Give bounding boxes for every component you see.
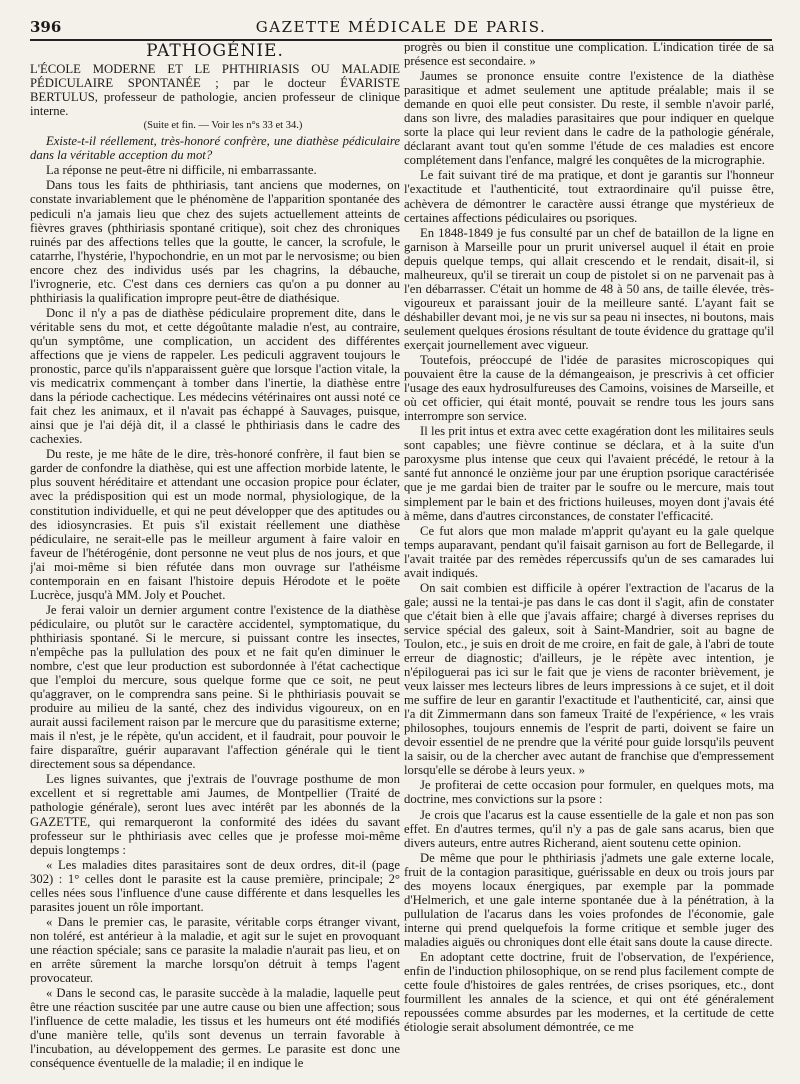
section-title: PATHOGÉNIE. [146, 41, 284, 61]
running-title: GAZETTE MÉDICALE DE PARIS. [255, 18, 547, 36]
paragraph: Toutefois, préoccupé de l'idée de parasites microscopiques qui pouvaient être la cause de la démangeaison, je prescrivis à cet officier l'usage des eaux hydrosulfureuses des Camoins, voisines de Marseille, et où cet officier, qui était monté, pouvait se rendre tous les jours sans interrompre son service. [404, 353, 774, 424]
article-title: L'ÉCOLE MODERNE ET LE PHTHIRIASIS OU MALADIE PÉDICULAIRE SPONTANÉE ; par le docteur ÉVARISTE BERTULUS, professeur de pathologie, ancien professeur de clinique interne. [30, 62, 400, 119]
paragraph: Il les prit intus et extra avec cette exagération dont les militaires seuls sont capables; une fièvre continue se déclara, et à la suite d'un paroxysme plus intense que ceux qui l'avaient précédé, le retour à la santé fut annoncé le onzième jour par une éruption psorique caractérisée que je me gardai bien de traiter par le soufre ou le mercure, mais tout simplement par le bain et des frictions huileuses, moyen dont j'avais été à même, dans d'autres circonstances, de constater l'efficacité. [404, 424, 774, 523]
paragraph: De même que pour le phthiriasis j'admets une gale externe locale, fruit de la contagion parasitique, guérissable en deux ou trois jours par des moyens locaux énergiques, par exemple par la pommade d'Helmerich, et une gale interne spontanée due à la pénétration, à la pullulation de l'acarus dans les voies profondes de l'économie, gale interne qui prend quelquefois la forme critique et semble juger des maladies aiguës ou chroniques dont elle était sans doute la cause directe. [404, 850, 774, 949]
opening-question: Existe-t-il réellement, très-honoré confrère, une diathèse pédiculaire dans la véritable acception du mot? [30, 134, 400, 163]
paragraph: Les lignes suivantes, que j'extrais de l'ouvrage posthume de mon excellent et si regrettable ami Jaumes, de Montpellier (Traité de pathologie générale), seront lues avec intérêt par les abonnés de la GAZETTE, qui remarqueront la conformité des idées du savant professeur sur le phthiriasis avec celles que je professe moi-même depuis longtemps : [30, 772, 400, 857]
paragraph: Le fait suivant tiré de ma pratique, et dont je garantis sur l'honneur l'exactitude et l'authenticité, tout extraordinaire qu'il puisse être, achèvera de démontrer le caractère aussi étrange que mystérieux de certaines affections pédiculaires ou psoriques. [404, 168, 774, 225]
paragraph: Je crois que l'acarus est la cause essentielle de la gale et non pas son effet. En d'autres termes, qu'il n'y a pas de gale sans acarus, bien que divers auteurs, entre autres Richerand, aient soutenu cette opinion. [404, 807, 774, 850]
paragraph: Jaumes se prononce ensuite contre l'existence de la diathèse parasitique et admet seulement une aptitude préalable; mais il se demande en quoi elle peut consister. Du reste, il semble n'avoir parlé, dans son livre, des maladies parasitaires que pour indiquer en quelque sorte la place qui leur revient dans le cadre de la pathologie générale, déclarant avant tout qu'en somme l'étude de ces maladies est encore complétement dans l'enfance, malgré les conquêtes de la micrographie. [404, 69, 774, 168]
quoted-paragraph: « Les maladies dites parasitaires sont de deux ordres, dit-il (page 302) : 1° celles dont le parasite est la cause première, principale; 2° celles nées sous l'influence d'une cause différente et dans lesquelles les parasites jouent un rôle important. [30, 857, 400, 914]
paragraph: Je profiterai de cette occasion pour formuler, en quelques mots, ma doctrine, mes convictions sur la psore : [404, 778, 774, 807]
page-number: 396 [30, 18, 62, 36]
right-column [404, 40, 774, 1080]
page-header [30, 14, 772, 40]
quoted-paragraph: « Dans le second cas, le parasite succède à la maladie, laquelle peut être une réaction suscitée par une autre cause ou bien une affection; sous l'influence de cette maladie, les tissus et les humeurs ont été modifiés d'une manière telle, qu'ils sont devenus un terrain favorable à l'incubation, au développement des germes. Le parasite est donc une conséquence éventuelle de la maladie; il en indique le [30, 986, 400, 1071]
paragraph: Dans tous les faits de phthiriasis, tant anciens que modernes, on constate invariablement que le phénomène de l'apparition spontanée des pediculi n'a jamais lieu que chez des sujets actuellement atteints de fièvres graves (phthiriasis spontané critique), soit chez des chroniques ruinés par des affections telles que la goutte, le cancer, la scrofule, le catarrhe, l'hystérie, l'hypochondrie, en un mot par le nervosisme; ou bien encore chez des individus usés par les chagrins, la débauche, l'ivrognerie, etc. C'est dans ces derniers cas qu'on a pu donner au phthiriasis la qualification impropre peut-être de diathésique. [30, 178, 400, 305]
paragraph: progrès ou bien il constitue une complication. L'indication tirée de sa présence est secondaire. » [404, 40, 774, 69]
paragraph: On sait combien est difficile à opérer l'extraction de l'acarus de la gale; aussi ne la tentai-je pas dans le cas dont il s'agit, afin de constater que c'était bien à elle que j'avais affaire; chargé à diverses reprises du service spécial des galeux, soit à Saint-Mandrier, soit au bagne de Toulon, etc., je suis en droit de me croire, en fait de gale, à l'abri de toute erreur de diagnostic; d'ailleurs, je le répète avec intention, je n'épiloguerai pas ici sur le fait que je viens de raconter brièvement, je veux laisser mes lecteurs libres de leurs impressions à ce sujet, et il doit me suffire de leur en garantir l'exactitude et l'authenticité, car, ainsi que l'a dit Zimmermann dans son fameux Traité de l'expérience, « les vrais philosophes, toujours ennemis de l'esprit de parti, doivent se faire un devoir essentiel de ne prendre que la vérité pour guide lorsqu'ils peuvent la saisir, ou de la chercher avec autant de franchise que d'empressement lorsqu'elle se dérobe à leurs yeux. » [404, 580, 774, 778]
paragraph: En 1848-1849 je fus consulté par un chef de bataillon de la ligne en garnison à Marseille pour un prurit universel auquel il était en proie depuis quelque temps, qui allait crescendo et le rendait, disait-il, si malheureux, qu'il se tirerait un coup de pistolet si on ne parvenait pas à l'en débarrasser. C'était un homme de 48 à 50 ans, de taille élevée, très-vigoureux et paraissant jouir de la meilleure santé. L'ayant fait se déshabiller devant moi, je ne vis sur sa peau ni insectes, ni boutons, mais seulement quelques érosions résultant de toute évidence du grattage qu'il exerçait journellement avec vigueur. [404, 225, 774, 352]
quoted-paragraph: « Dans le premier cas, le parasite, véritable corps étranger vivant, non toléré, est antérieur à la maladie, et agit sur le sujet en provoquant une réaction spéciale; sans ce parasite la maladie n'aurait pas lieu, et on en arrête sûrement la marche lorsqu'on détruit à temps l'agent provocateur. [30, 914, 400, 986]
paragraph: En adoptant cette doctrine, fruit de l'observation, de l'expérience, enfin de l'induction philosophique, on se rend plus facilement compte de cette foule d'histoires de gales rentrées, de crises psoriques, etc., dont fourmillent les annales de la science, et qui ont été généralement repoussées comme absurdes par les modernes, et la certitude de cette étiologie serait absolument démontrée, ce me [404, 950, 774, 1035]
left-column [30, 40, 400, 1080]
paragraph: Je ferai valoir un dernier argument contre l'existence de la diathèse pédiculaire, ou plutôt sur le caractère accidentel, symptomatique, du phthiriasis spontané. Si le mercure, si puissant contre les insectes, n'empêche pas la pullulation des poux et ne fait qu'en diminuer le nombre, c'est que leur production est subordonnée à l'état cachectique que l'emploi du mercure, sous quelque forme que ce soit, ne peut qu'aggraver, on le comprendra sans peine. Si le phthiriasis pouvait se produire au milieu de la santé, chez des individus vigoureux, on en aurait aussi facilement raison par le mercure que du parasitisme externe; mais il n'est, je le répète, qu'un accident, et il faudrait, pour pouvoir le faire disparaître, guérir auparavant l'affection générale qui le tient directement sous sa dépendance. [30, 602, 400, 772]
paragraph: Donc il n'y a pas de diathèse pédiculaire proprement dite, dans le véritable sens du mot, et cette dégoûtante maladie n'est, au contraire, qu'un symptôme, une complication, un accident des différentes affections que je viens de rappeler. Les pediculi aggravent toujours le pronostic, parce qu'ils n'apparaissent guère que lorsque l'action vitale, la vis medicatrix commençant à tomber dans l'inertie, la diathèse entre dans la période cachectique. Les médecins vétérinaires ont aussi noté ce fait chez les animaux, et il n'avait pas échappé à Sauvages, puisque, ainsi que je l'ai déjà dit, il a classé le phthiriasis dans le cadre des cachexies. [30, 305, 400, 447]
paragraph: La réponse ne peut-être ni difficile, ni embarrassante. [46, 163, 317, 178]
continuation-note: (Suite et fin. — Voir les n°s 33 et 34.) [143, 120, 303, 132]
paragraph: Ce fut alors que mon malade m'apprit qu'ayant eu la gale quelque temps auparavant, pendant qu'il faisait garnison au fort de Bellegarde, il l'avait traitée par des remèdes répercussifs qu'un de ses camarades lui avait indiqués. [404, 523, 774, 580]
paragraph: Du reste, je me hâte de le dire, très-honoré confrère, il faut bien se garder de confondre la diathèse, qui est une affection morbide latente, le plus souvent héréditaire et attendant une occasion propice pour éclater, avec la prédisposition qui est un mode normal, physiologique, de la constitution individuelle, et qui ne peut développer que des aptitudes ou des idiosyncrasies. Et puis s'il existait réellement une diathèse pédiculaire, ne serait-elle pas le meilleur argument à faire valoir en faveur de l'hétérogénie, dont personne ne veut plus de nos jours, et que j'ai moi-même si bien réfutée dans mon ouvrage sur l'athéisme contemporain en en faisant l'histoire depuis Hérodote et le poëte Lucrèce, jusqu'à MM. Joly et Pouchet. [30, 447, 400, 602]
